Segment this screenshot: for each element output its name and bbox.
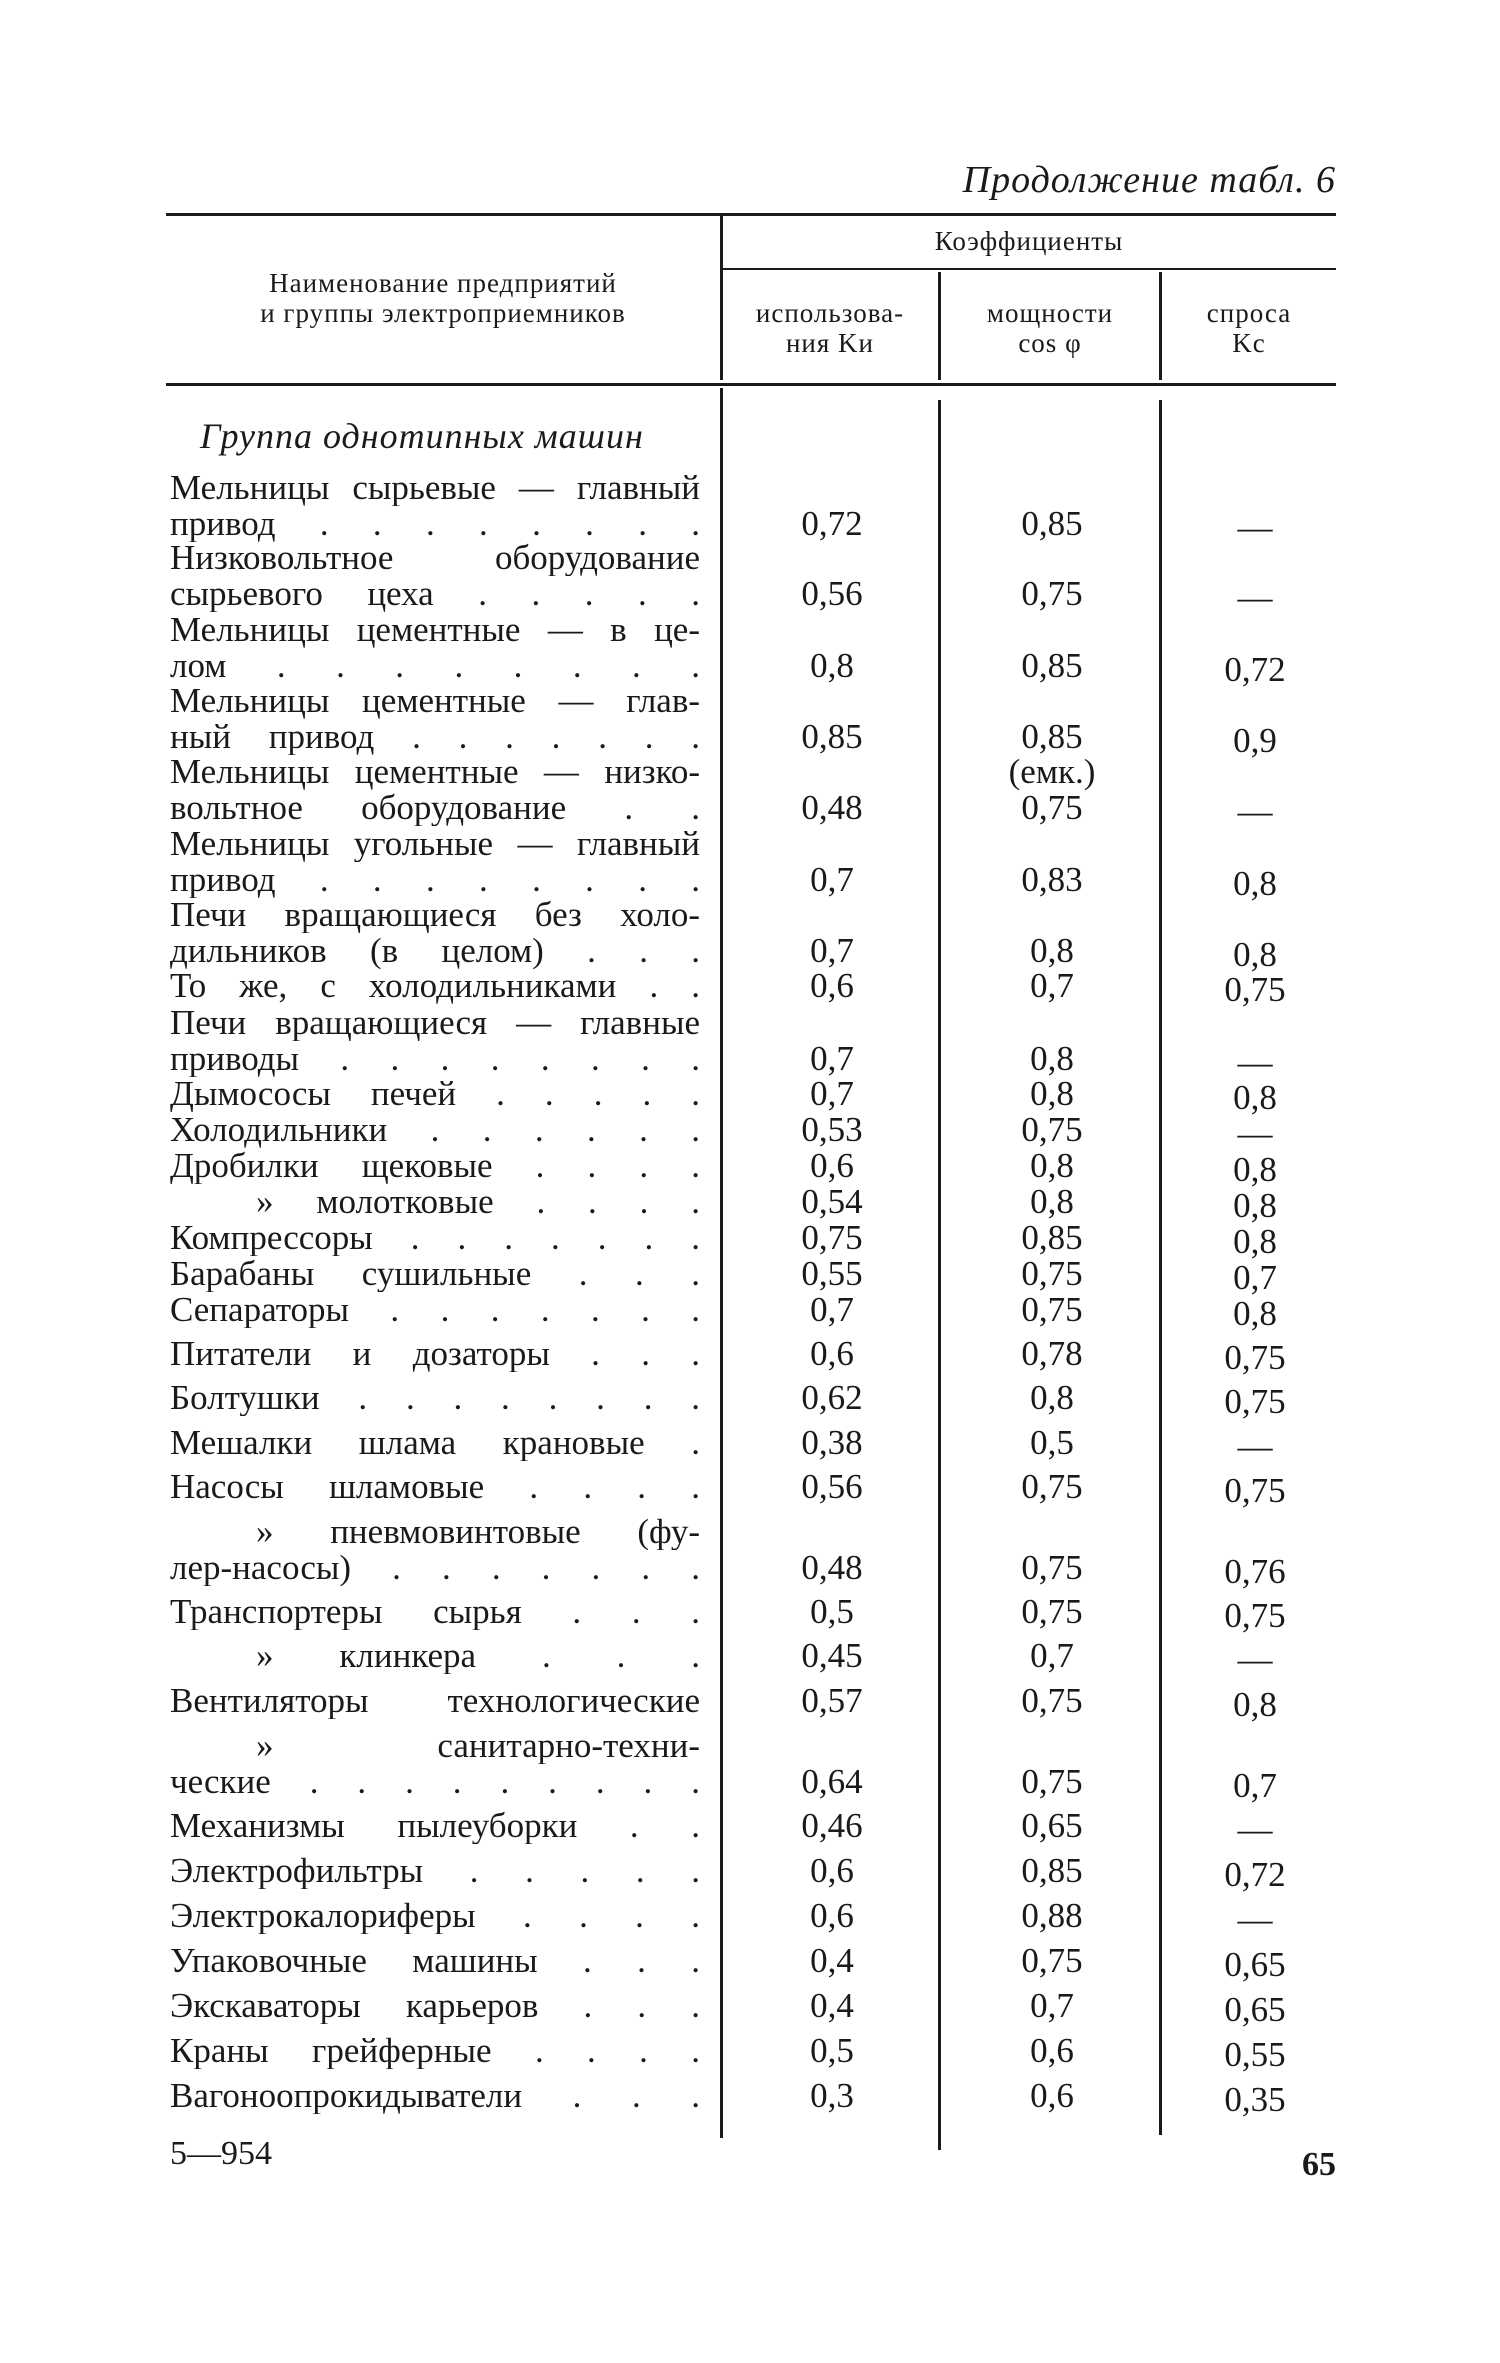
cos-phi-value: 0,8 xyxy=(1030,931,1074,970)
k-demand-value: 0,75 xyxy=(1224,1382,1286,1421)
coefficients-rule xyxy=(722,268,1336,270)
row-name-line: Мельницы сырьевые — главный xyxy=(170,470,700,506)
cos-phi-value: 0,8 xyxy=(1030,1074,1074,1113)
row-name xyxy=(170,1469,700,1505)
k-demand-value: — xyxy=(1237,1114,1273,1153)
k-demand-value: 0,35 xyxy=(1224,2080,1286,2119)
k-demand-value: 0,75 xyxy=(1224,1471,1286,1510)
column-divider-1-body xyxy=(720,388,723,2138)
table-continuation-label: Продолжение табл. 6 xyxy=(962,159,1336,201)
k-demand-value: — xyxy=(1237,1900,1273,1939)
row-name xyxy=(170,826,700,898)
k-use-value: 0,56 xyxy=(801,1467,863,1506)
row-name-line: » санитарно-техни- xyxy=(256,1728,700,1764)
cos-phi-value: 0,6 xyxy=(1030,2031,1074,2070)
row-name-line: Насосы шламовые . . . . xyxy=(170,1469,700,1505)
row-name xyxy=(170,470,700,542)
row-name xyxy=(170,1853,700,1889)
k-use-value: 0,38 xyxy=(801,1423,863,1462)
header-k-demand-line2: Kс xyxy=(1232,328,1266,358)
row-name-line: Дробилки щековые . . . . xyxy=(170,1148,700,1184)
row-name-line: Механизмы пылеуборки . . xyxy=(170,1808,700,1844)
k-demand-value: 0,75 xyxy=(1224,1338,1286,1377)
k-demand-value: — xyxy=(1237,1427,1273,1466)
k-demand-value: — xyxy=(1237,508,1273,547)
header-k-power-line1: мощности xyxy=(986,298,1114,328)
footer-code: 5—954 xyxy=(170,2135,272,2172)
header-k-demand xyxy=(1162,298,1336,358)
row-name xyxy=(170,1728,700,1800)
row-name-line: сырьевого цеха . . . . . xyxy=(170,576,700,612)
row-name-line: вольтное оборудование . . xyxy=(170,790,700,826)
row-name-line: Упаковочные машины . . . xyxy=(170,1943,700,1979)
row-name xyxy=(170,968,700,1004)
row-name xyxy=(170,1380,700,1416)
row-name-line: Мельницы цементные — в це- xyxy=(170,612,700,648)
k-use-value: 0,5 xyxy=(810,1592,854,1631)
k-use-value: 0,4 xyxy=(810,1941,854,1980)
row-name xyxy=(170,1336,700,1372)
row-name-line: Барабаны сушильные . . . xyxy=(170,1256,700,1292)
k-use-value: 0,7 xyxy=(810,860,854,899)
cos-phi-value: 0,75 xyxy=(1021,1941,1083,1980)
row-name xyxy=(170,1638,700,1674)
cos-phi-value: 0,85 xyxy=(1021,504,1083,543)
row-name-line: Транспортеры сырья . . . xyxy=(170,1594,700,1630)
k-demand-value: — xyxy=(1237,1043,1273,1082)
row-name-line: лер-насосы) . . . . . . . xyxy=(170,1550,700,1586)
cos-phi-note: (емк.) xyxy=(1008,752,1096,791)
header-k-use-line1: использова- xyxy=(755,298,905,328)
row-name xyxy=(170,1683,700,1719)
k-use-value: 0,85 xyxy=(801,717,863,756)
k-use-value: 0,6 xyxy=(810,1851,854,1890)
k-demand-value: — xyxy=(1237,792,1273,831)
table-top-rule xyxy=(166,213,1336,216)
k-demand-value: 0,65 xyxy=(1224,1945,1286,1984)
k-use-value: 0,48 xyxy=(801,788,863,827)
k-demand-value: 0,72 xyxy=(1224,650,1286,689)
k-demand-value: 0,8 xyxy=(1233,1685,1277,1724)
k-demand-value: 0,8 xyxy=(1233,935,1277,974)
row-name xyxy=(170,2033,700,2069)
cos-phi-value: 0,65 xyxy=(1021,1806,1083,1845)
row-name-line: Мельницы цементные — низко- xyxy=(170,754,700,790)
row-name-line: Болтушки . . . . . . . . xyxy=(170,1380,700,1416)
row-name-line: дильников (в целом) . . . xyxy=(170,933,700,969)
row-name-line: ческие . . . . . . . . . xyxy=(170,1764,700,1800)
row-name xyxy=(170,1005,700,1077)
cos-phi-value: 0,7 xyxy=(1030,1636,1074,1675)
row-name-line: Сепараторы . . . . . . . xyxy=(170,1292,700,1328)
cos-phi-value: 0,75 xyxy=(1021,1254,1083,1293)
k-use-value: 0,62 xyxy=(801,1378,863,1417)
cos-phi-value: 0,78 xyxy=(1021,1334,1083,1373)
row-name xyxy=(170,612,700,684)
row-name xyxy=(170,540,700,612)
cos-phi-value: 0,8 xyxy=(1030,1378,1074,1417)
cos-phi-value: 0,75 xyxy=(1021,1110,1083,1149)
k-use-value: 0,48 xyxy=(801,1548,863,1587)
row-name xyxy=(170,1220,700,1256)
k-use-value: 0,46 xyxy=(801,1806,863,1845)
header-coefficients: Коэффициенты xyxy=(934,226,1124,256)
k-demand-value: — xyxy=(1237,578,1273,617)
row-name-line: Дымососы печей . . . . . xyxy=(170,1076,700,1112)
k-use-value: 0,3 xyxy=(810,2076,854,2115)
header-name-line1: Наименование предприятий xyxy=(269,268,617,298)
row-name xyxy=(170,1256,700,1292)
cos-phi-value: 0,88 xyxy=(1021,1896,1083,1935)
header-k-power-line2: cos φ xyxy=(1018,328,1082,358)
cos-phi-value: 0,8 xyxy=(1030,1146,1074,1185)
row-name-line: Электрокалориферы . . . . xyxy=(170,1898,700,1934)
k-use-value: 0,54 xyxy=(801,1182,863,1221)
row-name xyxy=(170,754,700,826)
row-name-line: То же, с холодильниками . . xyxy=(170,968,700,1004)
k-demand-value: 0,55 xyxy=(1224,2035,1286,2074)
k-demand-value: 0,7 xyxy=(1233,1258,1277,1297)
row-name xyxy=(170,1514,700,1586)
cos-phi-value: 0,7 xyxy=(1030,966,1074,1005)
k-use-value: 0,55 xyxy=(801,1254,863,1293)
k-demand-value: 0,8 xyxy=(1233,1078,1277,1117)
row-name-line: Низковольтное оборудование xyxy=(170,540,700,576)
k-use-value: 0,64 xyxy=(801,1762,863,1801)
row-name xyxy=(170,1898,700,1934)
row-name-line: Мельницы угольные — главный xyxy=(170,826,700,862)
k-use-value: 0,7 xyxy=(810,1074,854,1113)
k-demand-value: 0,75 xyxy=(1224,970,1286,1009)
header-name-line2: и группы электроприемников xyxy=(260,298,626,328)
k-demand-value: 0,8 xyxy=(1233,1294,1277,1333)
column-divider-2-body xyxy=(938,400,941,2150)
row-name xyxy=(170,1184,700,1220)
header-k-use-line2: ния Kи xyxy=(785,328,874,358)
k-use-value: 0,6 xyxy=(810,1146,854,1185)
row-name-line: Холодильники . . . . . . xyxy=(170,1112,700,1148)
row-name xyxy=(170,1292,700,1328)
k-demand-value: — xyxy=(1237,1810,1273,1849)
row-name-line: ный привод . . . . . . . xyxy=(170,719,700,755)
cos-phi-value: 0,8 xyxy=(1030,1039,1074,1078)
row-name xyxy=(170,683,700,755)
row-name-line: Экскаваторы карьеров . . . xyxy=(170,1988,700,2024)
cos-phi-value: 0,75 xyxy=(1021,1290,1083,1329)
k-demand-value: — xyxy=(1237,1640,1273,1679)
row-name xyxy=(170,1425,700,1461)
row-name xyxy=(170,2078,700,2114)
row-name xyxy=(170,1594,700,1630)
row-name-line: » молотковые . . . . xyxy=(256,1184,700,1220)
row-name-line: Печи вращающиеся — главные xyxy=(170,1005,700,1041)
cos-phi-value: 0,75 xyxy=(1021,574,1083,613)
row-name-line: Печи вращающиеся без холо- xyxy=(170,897,700,933)
header-name-column xyxy=(166,268,720,328)
cos-phi-value: 0,85 xyxy=(1021,1218,1083,1257)
k-demand-value: 0,72 xyxy=(1224,1855,1286,1894)
k-demand-value: 0,65 xyxy=(1224,1990,1286,2029)
column-divider-3-body xyxy=(1159,400,1162,2135)
cos-phi-value: 0,75 xyxy=(1021,1548,1083,1587)
k-use-value: 0,7 xyxy=(810,1039,854,1078)
k-use-value: 0,45 xyxy=(801,1636,863,1675)
cos-phi-value: 0,7 xyxy=(1030,1986,1074,2025)
cos-phi-value: 0,85 xyxy=(1021,646,1083,685)
row-name-line: » клинкера . . . xyxy=(256,1638,700,1674)
k-demand-value: 0,8 xyxy=(1233,1186,1277,1225)
cos-phi-value: 0,75 xyxy=(1021,1681,1083,1720)
group-title: Группа однотипных машин xyxy=(200,416,644,456)
cos-phi-value: 0,75 xyxy=(1021,788,1083,827)
k-use-value: 0,5 xyxy=(810,2031,854,2070)
k-use-value: 0,57 xyxy=(801,1681,863,1720)
cos-phi-value: 0,5 xyxy=(1030,1423,1074,1462)
k-use-value: 0,72 xyxy=(801,504,863,543)
cos-phi-value: 0,75 xyxy=(1021,1762,1083,1801)
cos-phi-value: 0,75 xyxy=(1021,1592,1083,1631)
row-name-line: привод . . . . . . . . xyxy=(170,862,700,898)
k-demand-value: 0,9 xyxy=(1233,721,1277,760)
k-use-value: 0,6 xyxy=(810,1896,854,1935)
row-name-line: Мельницы цементные — глав- xyxy=(170,683,700,719)
k-demand-value: 0,7 xyxy=(1233,1766,1277,1805)
row-name-line: приводы . . . . . . . . xyxy=(170,1041,700,1077)
cos-phi-value: 0,8 xyxy=(1030,1182,1074,1221)
row-name xyxy=(170,1943,700,1979)
row-name-line: лом . . . . . . . . xyxy=(170,648,700,684)
row-name-line: Мешалки шлама крановые . xyxy=(170,1425,700,1461)
row-name xyxy=(170,1988,700,2024)
cos-phi-value: 0,83 xyxy=(1021,860,1083,899)
k-use-value: 0,6 xyxy=(810,966,854,1005)
row-name-line: привод . . . . . . . . xyxy=(170,506,700,542)
k-demand-value: 0,75 xyxy=(1224,1596,1286,1635)
row-name xyxy=(170,1148,700,1184)
cos-phi-value: 0,6 xyxy=(1030,2076,1074,2115)
row-name-line: Вагоноопрокидыватели . . . xyxy=(170,2078,700,2114)
cos-phi-value: 0,85 xyxy=(1021,717,1083,756)
k-use-value: 0,75 xyxy=(801,1218,863,1257)
k-use-value: 0,7 xyxy=(810,931,854,970)
row-name xyxy=(170,897,700,969)
page-number: 65 xyxy=(1302,2146,1336,2183)
k-demand-value: 0,8 xyxy=(1233,1222,1277,1261)
row-name-line: Компрессоры . . . . . . . xyxy=(170,1220,700,1256)
row-name xyxy=(170,1808,700,1844)
header-k-use xyxy=(722,298,938,358)
row-name-line: » пневмовинтовые (фу- xyxy=(256,1514,700,1550)
row-name-line: Электрофильтры . . . . . xyxy=(170,1853,700,1889)
k-use-value: 0,56 xyxy=(801,574,863,613)
header-k-demand-line1: спроса xyxy=(1206,298,1292,328)
k-use-value: 0,53 xyxy=(801,1110,863,1149)
row-name xyxy=(170,1112,700,1148)
k-use-value: 0,6 xyxy=(810,1334,854,1373)
k-use-value: 0,4 xyxy=(810,1986,854,2025)
row-name-line: Вентиляторы технологические xyxy=(170,1683,700,1719)
row-name-line: Питатели и дозаторы . . . xyxy=(170,1336,700,1372)
k-use-value: 0,8 xyxy=(810,646,854,685)
header-bottom-rule xyxy=(166,383,1336,386)
row-name-line: Краны грейферные . . . . xyxy=(170,2033,700,2069)
k-demand-value: 0,8 xyxy=(1233,864,1277,903)
row-name xyxy=(170,1076,700,1112)
k-use-value: 0,7 xyxy=(810,1290,854,1329)
cos-phi-value: 0,85 xyxy=(1021,1851,1083,1890)
k-demand-value: 0,8 xyxy=(1233,1150,1277,1189)
header-k-power xyxy=(941,298,1159,358)
cos-phi-value: 0,75 xyxy=(1021,1467,1083,1506)
k-demand-value: 0,76 xyxy=(1224,1552,1286,1591)
